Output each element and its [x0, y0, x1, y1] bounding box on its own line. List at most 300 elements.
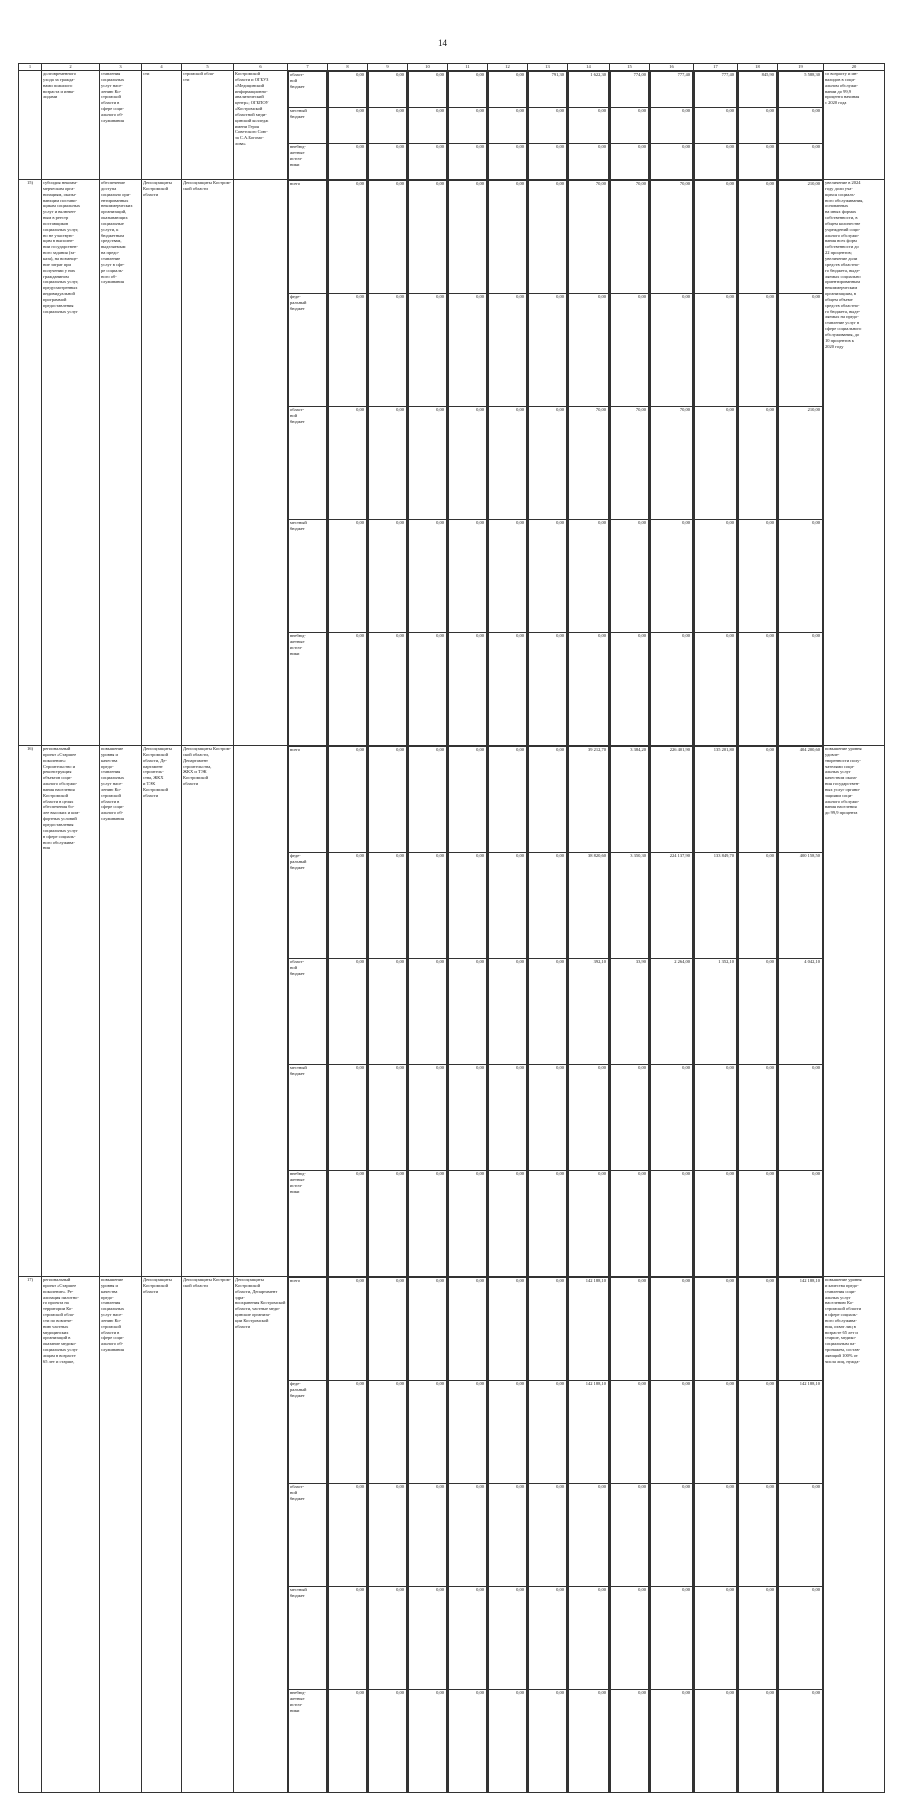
amount-value: 0,00: [695, 181, 737, 294]
column-number-9: 9: [368, 64, 408, 71]
amount-value: 0,00: [369, 1065, 407, 1171]
amount-value: 0,00: [449, 144, 487, 180]
amount-value: 0,00: [529, 959, 567, 1065]
amount-value: 0,00: [329, 1065, 367, 1171]
amount-value: 0,00: [369, 181, 407, 294]
amount-column-8: [328, 180, 368, 746]
amount-value: 777,40: [651, 72, 693, 108]
column-number-8: 8: [328, 64, 368, 71]
amount-value: 0,00: [651, 633, 693, 746]
amount-column-16: [650, 180, 694, 746]
amount-value: 0,00: [489, 1065, 527, 1171]
amount-value: 0,00: [489, 1171, 527, 1277]
amount-column-15: [610, 71, 650, 180]
amount-column-16: [650, 71, 694, 180]
amount-value: 0,00: [529, 407, 567, 520]
amount-value: 0,00: [651, 1690, 693, 1793]
amount-value: 0,00: [739, 1690, 777, 1793]
amount-value: 0,00: [651, 108, 693, 144]
funding-source-label: феде- ральный бюджет: [289, 294, 327, 407]
amount-value: 791,30: [529, 72, 567, 108]
amount-column-14: [568, 746, 610, 1277]
column-number-12: 12: [488, 64, 528, 71]
amount-value: 0,00: [489, 1690, 527, 1793]
amount-value: 0,00: [369, 520, 407, 633]
amount-value: 0,00: [489, 747, 527, 853]
amount-column-12: [488, 71, 528, 180]
amount-column-19: [778, 746, 824, 1277]
funding-source-label: всего: [289, 181, 327, 294]
amount-value: 0,00: [329, 407, 367, 520]
column-number-4: 4: [142, 64, 182, 71]
amount-value: 0,00: [779, 1484, 823, 1587]
funding-source-label: внебюд- жетные источ- ники: [289, 1171, 327, 1277]
amount-value: 0,00: [779, 144, 823, 180]
amount-column-18: [738, 71, 778, 180]
amount-value: 0,00: [449, 1381, 487, 1484]
column-number-2: 2: [42, 64, 100, 71]
column-number-row: [19, 64, 885, 71]
amount-value: 38 820,60: [569, 853, 609, 959]
amount-column-12: [488, 180, 528, 746]
amount-value: 400 158,50: [779, 853, 823, 959]
amount-value: 0,00: [369, 633, 407, 746]
amount-value: 0,00: [739, 407, 777, 520]
amount-value: 0,00: [611, 1171, 649, 1277]
amount-value: 0,00: [611, 633, 649, 746]
amount-value: 0,00: [529, 853, 567, 959]
column-number-16: 16: [650, 64, 694, 71]
amount-column-15: [610, 180, 650, 746]
amount-value: 0,00: [695, 1065, 737, 1171]
column-number-17: 17: [694, 64, 738, 71]
amount-value: 0,00: [489, 853, 527, 959]
amount-column-12: [488, 746, 528, 1277]
amount-value: 0,00: [449, 1484, 487, 1587]
amount-value: 224 137,90: [651, 853, 693, 959]
funding-source-label: местный бюджет: [289, 520, 327, 633]
amount-value: 0,00: [369, 1690, 407, 1793]
column-number-18: 18: [738, 64, 778, 71]
amount-value: 0,00: [409, 294, 447, 407]
amount-value: 0,00: [695, 144, 737, 180]
coexecutor-cell: Депсоцзащиты Костром- ской области: [182, 1277, 234, 1793]
amount-value: 0,00: [779, 108, 823, 144]
amount-column-13: [528, 180, 568, 746]
amount-column-15: [610, 1277, 650, 1793]
amount-value: 0,00: [611, 1690, 649, 1793]
amount-value: 0,00: [695, 1278, 737, 1381]
amount-value: 0,00: [779, 1690, 823, 1793]
amount-value: 0,00: [329, 1171, 367, 1277]
amount-column-11: [448, 746, 488, 1277]
amount-column-18: [738, 1277, 778, 1793]
amount-value: 0,00: [611, 144, 649, 180]
amount-value: 0,00: [329, 853, 367, 959]
amount-value: 0,00: [329, 1587, 367, 1690]
measure-name-cell: региональный проект «Старшее поколение»: Строительство и реконструкция объектов соци- ального обслужи- вания населения Костромской области в целях обеспечения бо- лее высоких и ком- фортных условий предоставления социальных услуг в сфере социаль- ного обслужива- ния: [42, 746, 100, 1277]
amount-value: 392,10: [569, 959, 609, 1065]
amount-value: 0,00: [695, 1381, 737, 1484]
amount-value: 0,00: [369, 72, 407, 108]
amount-value: 5 588,30: [779, 72, 823, 108]
funding-source-label: всего: [289, 747, 327, 853]
row-number-cell: [19, 71, 42, 180]
amount-column-9: [368, 1277, 408, 1793]
funding-source-label: феде- ральный бюджет: [289, 1381, 327, 1484]
amount-value: 0,00: [739, 1381, 777, 1484]
amount-value: 0,00: [449, 108, 487, 144]
amount-value: 0,00: [779, 1171, 823, 1277]
amount-column-16: [650, 746, 694, 1277]
amount-column-13: [528, 746, 568, 1277]
amount-value: 0,00: [449, 747, 487, 853]
amount-value: 0,00: [529, 181, 567, 294]
participant-cell: [234, 746, 288, 1277]
amount-value: 70,00: [611, 407, 649, 520]
expected-result-cell: повышение уровня удовле- творенности полу- чателями соци- альных услуг качеством оказа- ния государствен- ных услуг органи- зациями соци- ального обслужи- вания населения до 99,9 процента: [824, 746, 885, 1277]
amount-value: 0,00: [369, 144, 407, 180]
amount-value: 0,00: [489, 1484, 527, 1587]
funding-source-label: внебюд- жетные источ- ники: [289, 633, 327, 746]
amount-value: 70,00: [569, 407, 609, 520]
column-number-11: 11: [448, 64, 488, 71]
amount-column-17: [694, 1277, 738, 1793]
amount-value: 0,00: [569, 108, 609, 144]
amount-value: 0,00: [739, 108, 777, 144]
amount-column-14: [568, 1277, 610, 1793]
amount-value: 0,00: [369, 1278, 407, 1381]
funding-source-cell: [288, 746, 328, 1277]
amount-value: 142 188,10: [779, 1381, 823, 1484]
amount-value: 0,00: [329, 633, 367, 746]
amount-value: 0,00: [449, 1278, 487, 1381]
amount-value: 0,00: [449, 853, 487, 959]
amount-value: 0,00: [695, 108, 737, 144]
amount-value: 0,00: [779, 520, 823, 633]
amount-column-9: [368, 71, 408, 180]
amount-value: 3 350,30: [611, 853, 649, 959]
amount-value: 0,00: [489, 1587, 527, 1690]
amount-value: 142 188,10: [779, 1278, 823, 1381]
amount-value: 0,00: [529, 520, 567, 633]
amount-value: 0,00: [779, 294, 823, 407]
funding-source-label: феде- ральный бюджет: [289, 853, 327, 959]
amount-column-11: [448, 71, 488, 180]
funding-source-cell: [288, 180, 328, 746]
amount-value: 0,00: [449, 1690, 487, 1793]
amount-value: 0,00: [611, 1381, 649, 1484]
funding-source-label: област- ной бюджет: [289, 407, 327, 520]
amount-value: 0,00: [651, 520, 693, 633]
column-number-13: 13: [528, 64, 568, 71]
funding-source-label: всего: [289, 1278, 327, 1381]
amount-column-11: [448, 1277, 488, 1793]
amount-value: 0,00: [611, 520, 649, 633]
amount-value: 0,00: [651, 1278, 693, 1381]
row-number-cell: 17): [19, 1277, 42, 1793]
row-number-cell: 15): [19, 180, 42, 746]
amount-column-8: [328, 71, 368, 180]
amount-column-14: [568, 180, 610, 746]
amount-value: 0,00: [529, 1690, 567, 1793]
amount-value: 777,40: [695, 72, 737, 108]
amount-value: 39 212,70: [569, 747, 609, 853]
amount-value: 1 352,10: [695, 959, 737, 1065]
amount-value: 0,00: [409, 108, 447, 144]
amount-value: 0,00: [409, 181, 447, 294]
amount-value: 210,00: [779, 181, 823, 294]
amount-column-19: [778, 71, 824, 180]
amount-value: 0,00: [739, 747, 777, 853]
row-number-cell: 16): [19, 746, 42, 1277]
column-number-10: 10: [408, 64, 448, 71]
amount-value: 0,00: [739, 1171, 777, 1277]
participant-cell: Депсоцзащиты Костромской области, Департамент здра- воохранения Костромской области, частные меди- цинские организа- ции Костромской области: [234, 1277, 288, 1793]
amount-value: 0,00: [569, 1690, 609, 1793]
amount-value: 0,00: [569, 1171, 609, 1277]
column-number-19: 19: [778, 64, 824, 71]
amount-value: 0,00: [409, 520, 447, 633]
amount-value: 0,00: [651, 1587, 693, 1690]
amount-value: 142 188,10: [569, 1381, 609, 1484]
funding-source-label: внебюд- жетные источ- ники: [289, 1690, 327, 1793]
amount-value: 0,00: [489, 633, 527, 746]
amount-value: 0,00: [409, 747, 447, 853]
table-body: [19, 64, 885, 1793]
amount-value: 70,00: [569, 181, 609, 294]
table-row: [19, 1277, 885, 1793]
funding-source-label: област- ной бюджет: [289, 72, 327, 108]
amount-value: 0,00: [611, 294, 649, 407]
measure-name-cell: долговременного ухода за гражда- нами пожилого возраста и инва- лидами: [42, 71, 100, 180]
expected-result-cell: со возрасту и ин- валидов в соци- альном обслужи- вании до 99,9 процента начиная с 2020 года: [824, 71, 885, 180]
amount-column-8: [328, 746, 368, 1277]
amount-value: 0,00: [739, 144, 777, 180]
amount-value: 0,00: [739, 520, 777, 633]
amount-value: 0,00: [369, 1171, 407, 1277]
funding-source-label: местный бюджет: [289, 1065, 327, 1171]
amount-value: 0,00: [529, 747, 567, 853]
amount-value: 0,00: [409, 1278, 447, 1381]
amount-value: 845,90: [739, 72, 777, 108]
amount-value: 0,00: [449, 294, 487, 407]
amount-value: 774,00: [611, 72, 649, 108]
table-row: [19, 746, 885, 1277]
amount-column-13: [528, 71, 568, 180]
table-row: [19, 71, 885, 180]
expected-result-cell: повышение уровня и качества предо- ставления соци- альных услуг населению Ко- стромской области в сфере социаль- ного обслужива- ния, охват лиц в возрасте 65 лет и старше, медико- социальным па- тронажем, состав- ляющий 100% от числа лиц, нужда-: [824, 1277, 885, 1793]
amount-value: 0,00: [611, 1278, 649, 1381]
amount-value: 0,00: [651, 144, 693, 180]
amount-value: 0,00: [329, 181, 367, 294]
amount-value: 0,00: [739, 294, 777, 407]
amount-value: 0,00: [529, 144, 567, 180]
amount-value: 0,00: [695, 1587, 737, 1690]
amount-value: 2 264,00: [651, 959, 693, 1065]
amount-column-18: [738, 746, 778, 1277]
amount-value: 0,00: [529, 1381, 567, 1484]
amount-column-9: [368, 180, 408, 746]
table-row: [19, 180, 885, 746]
amount-column-11: [448, 180, 488, 746]
funding-source-label: внебюд- жетные источ- ники: [289, 144, 327, 180]
goal-cell: обеспечение доступа социально ори- ентированных некоммерческих организаций, оказывающих социальные услуги, к бюджетным средствам, выделяемым на предо- ставление услуг в сфе- ре социаль- ного об- служивания: [100, 180, 142, 746]
amount-value: 0,00: [409, 144, 447, 180]
amount-column-12: [488, 1277, 528, 1793]
amount-value: 0,00: [489, 1381, 527, 1484]
amount-value: 0,00: [651, 1065, 693, 1171]
amount-value: 0,00: [369, 853, 407, 959]
amount-value: 0,00: [695, 633, 737, 746]
amount-value: 0,00: [329, 747, 367, 853]
budget-table: [18, 63, 885, 1793]
column-number-14: 14: [568, 64, 610, 71]
amount-value: 226 401,90: [651, 747, 693, 853]
measure-name-cell: субсидия некомм- мерческим орга- низациям, оказы- вающим постави- щикам социальных услуг и включен- ным в реестр поставщиков социальных услуг, но не участвую- щим в выполне- нии государствен- ного задания (за- каза), на возмеще- ние затрат при получении у них гражданином социальных услуг, предусмотренных индивидуальной программой предоставления социальных услуг: [42, 180, 100, 746]
amount-value: 0,00: [739, 1587, 777, 1690]
amount-value: 0,00: [695, 294, 737, 407]
amount-value: 0,00: [409, 72, 447, 108]
amount-column-13: [528, 1277, 568, 1793]
amount-value: 0,00: [779, 1065, 823, 1171]
amount-value: 0,00: [611, 1065, 649, 1171]
amount-value: 70,00: [651, 181, 693, 294]
amount-value: 0,00: [329, 959, 367, 1065]
amount-value: 0,00: [329, 108, 367, 144]
amount-value: 0,00: [449, 72, 487, 108]
amount-value: 0,00: [569, 1587, 609, 1690]
amount-value: 0,00: [569, 520, 609, 633]
amount-value: 0,00: [611, 1587, 649, 1690]
amount-value: 0,00: [409, 1484, 447, 1587]
amount-value: 0,00: [651, 1484, 693, 1587]
amount-value: 0,00: [695, 1171, 737, 1277]
amount-value: 3 384,20: [611, 747, 649, 853]
amount-value: 70,00: [651, 407, 693, 520]
goal-cell: повышение уровня и качества предо- ставления социальных услуг насе- лению Ко- стромской области в сфере соци- ального об- служивания: [100, 746, 142, 1277]
amount-value: 0,00: [739, 1278, 777, 1381]
amount-value: 0,00: [695, 1484, 737, 1587]
column-number-6: 6: [234, 64, 288, 71]
funding-source-cell: [288, 71, 328, 180]
amount-value: 0,00: [369, 1381, 407, 1484]
amount-value: 0,00: [329, 1690, 367, 1793]
amount-column-9: [368, 746, 408, 1277]
amount-value: 0,00: [529, 633, 567, 746]
amount-value: 0,00: [409, 1587, 447, 1690]
amount-value: 0,00: [739, 853, 777, 959]
amount-value: 0,00: [369, 294, 407, 407]
amount-value: 0,00: [409, 1690, 447, 1793]
amount-value: 0,00: [449, 181, 487, 294]
amount-value: 0,00: [329, 1381, 367, 1484]
amount-value: 0,00: [529, 1587, 567, 1690]
amount-value: 0,00: [529, 1484, 567, 1587]
amount-value: 0,00: [739, 181, 777, 294]
funding-source-label: област- ной бюджет: [289, 959, 327, 1065]
column-number-7: 7: [288, 64, 328, 71]
amount-value: 0,00: [409, 633, 447, 746]
amount-value: 0,00: [739, 633, 777, 746]
goal-cell: повышение уровня и качества предо- ставления социальных услуг насе- лению Ко- стромской области в сфере соци- ального об- служивания: [100, 1277, 142, 1793]
amount-value: 0,00: [369, 108, 407, 144]
amount-column-17: [694, 180, 738, 746]
participant-cell: Костромской области и ОГБУЗ «Медицинский информационно- аналитический центр»; ОГБПОУ «Костромской областной меди- цинский колледж имени Героя Советского Сою- за С.А.Богомо- лова»: [234, 71, 288, 180]
amount-value: 0,00: [329, 1278, 367, 1381]
amount-value: 142 188,10: [569, 1278, 609, 1381]
amount-value: 0,00: [329, 294, 367, 407]
executor-cell: Депсоцзащиты Костромской области, Де- партамент строитель- ства, ЖКХ и ТЭК Костромской области: [142, 746, 182, 1277]
amount-value: 0,00: [779, 1587, 823, 1690]
amount-value: 0,00: [695, 407, 737, 520]
amount-value: 0,00: [489, 72, 527, 108]
amount-column-16: [650, 1277, 694, 1793]
amount-value: 0,00: [329, 520, 367, 633]
amount-value: 0,00: [409, 407, 447, 520]
amount-value: 0,00: [329, 144, 367, 180]
amount-column-18: [738, 180, 778, 746]
amount-value: 0,00: [651, 1171, 693, 1277]
amount-value: 0,00: [739, 1065, 777, 1171]
amount-value: 0,00: [409, 853, 447, 959]
amount-value: 0,00: [409, 1381, 447, 1484]
funding-source-cell: [288, 1277, 328, 1793]
column-number-5: 5: [182, 64, 234, 71]
amount-value: 0,00: [489, 108, 527, 144]
amount-value: 0,00: [739, 1484, 777, 1587]
amount-value: 0,00: [779, 633, 823, 746]
amount-column-10: [408, 746, 448, 1277]
amount-value: 0,00: [369, 1587, 407, 1690]
column-number-3: 3: [100, 64, 142, 71]
amount-value: 33,90: [611, 959, 649, 1065]
amount-value: 0,00: [529, 1171, 567, 1277]
amount-value: 0,00: [739, 959, 777, 1065]
amount-value: 0,00: [489, 144, 527, 180]
amount-value: 4 042,10: [779, 959, 823, 1065]
amount-value: 0,00: [449, 520, 487, 633]
amount-value: 0,00: [695, 1690, 737, 1793]
amount-value: 0,00: [529, 108, 567, 144]
amount-value: 0,00: [695, 520, 737, 633]
amount-value: 0,00: [449, 1587, 487, 1690]
column-number-15: 15: [610, 64, 650, 71]
participant-cell: [234, 180, 288, 746]
goal-cell: ставления социальных услуг насе- лению Ко- стромской области в сфере соци- ального об- служивания: [100, 71, 142, 180]
page-number: 14: [438, 38, 447, 48]
amount-value: 0,00: [489, 181, 527, 294]
amount-value: 1 622,30: [569, 72, 609, 108]
amount-value: 0,00: [489, 294, 527, 407]
amount-column-14: [568, 71, 610, 180]
executor-cell: сти: [142, 71, 182, 180]
amount-value: 70,00: [611, 181, 649, 294]
amount-value: 0,00: [369, 959, 407, 1065]
amount-value: 0,00: [449, 1065, 487, 1171]
amount-value: 404 200,60: [779, 747, 823, 853]
amount-value: 0,00: [449, 633, 487, 746]
amount-value: 0,00: [489, 959, 527, 1065]
amount-value: 0,00: [369, 407, 407, 520]
amount-value: 0,00: [369, 747, 407, 853]
amount-value: 0,00: [449, 959, 487, 1065]
amount-column-17: [694, 71, 738, 180]
amount-value: 0,00: [529, 1278, 567, 1381]
executor-cell: Депсоцзащиты Костромской области: [142, 180, 182, 746]
coexecutor-cell: Депсоцзащиты Костром- ской области: [182, 180, 234, 746]
amount-value: 0,00: [409, 1065, 447, 1171]
